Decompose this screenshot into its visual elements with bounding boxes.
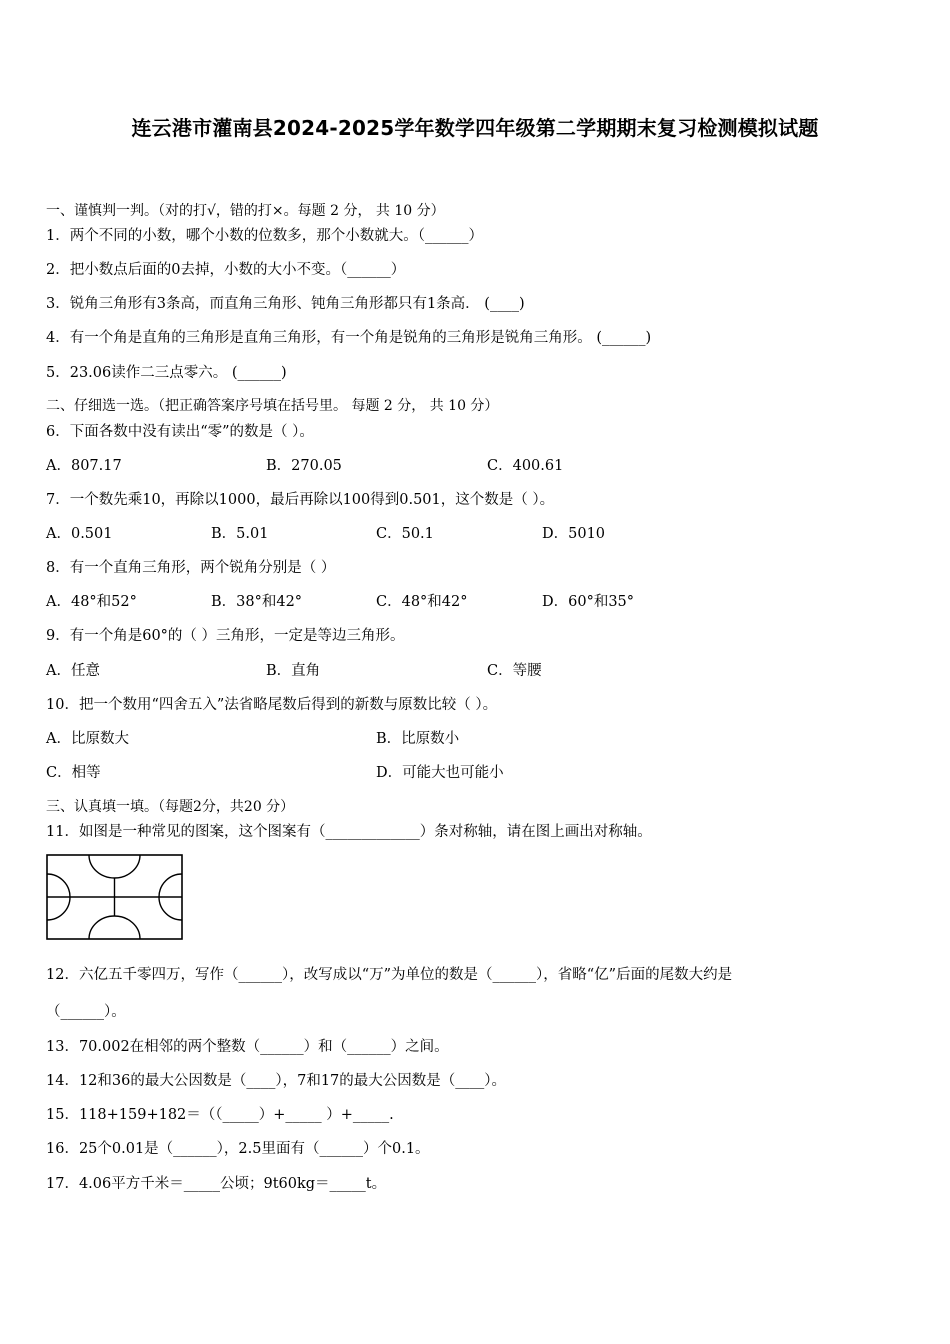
question-8: 8．有一个直角三角形，两个锐角分别是（ ） xyxy=(46,560,336,576)
q8-option-c: C．48°和42° xyxy=(376,594,468,610)
question-16: 16．25个0.01是（______），2.5里面有（______）个0.1。 xyxy=(46,1141,430,1157)
question-10: 10．把一个数用“四舍五入”法省略尾数后得到的新数与原数比较（ ）。 xyxy=(46,697,498,713)
section-3-heading: 三、认真填一填。（每题2分，共20 分） xyxy=(46,799,295,815)
q8-option-b: B．38°和42° xyxy=(211,594,303,610)
question-3: 3．锐角三角形有3条高，而直角三角形、钝角三角形都只有1条高． (____) xyxy=(46,296,525,312)
symmetry-pattern-figure xyxy=(45,853,185,943)
question-5: 5．23.06读作二三点零六。 (______) xyxy=(46,365,287,381)
q9-option-c: C．等腰 xyxy=(487,663,542,679)
q6-option-c: C．400.61 xyxy=(487,458,564,474)
question-4: 4．有一个角是直角的三角形是直角三角形，有一个角是锐角的三角形是锐角三角形。 (______) xyxy=(46,330,652,346)
question-1: 1．两个不同的小数，哪个小数的位数多，那个小数就大。（______） xyxy=(46,228,483,244)
q10-option-c: C．相等 xyxy=(46,765,101,781)
q6-option-a: A．807.17 xyxy=(46,458,122,474)
question-17: 17．4.06平方千米＝_____公顷；9t60kg＝_____t。 xyxy=(46,1176,387,1192)
q9-option-b: B．直角 xyxy=(266,663,321,679)
question-13: 13．70.002在相邻的两个整数（______）和（______）之间。 xyxy=(46,1039,449,1055)
q7-option-b: B．5.01 xyxy=(211,526,269,542)
pattern-top-arc xyxy=(89,855,140,878)
section-1-heading: 一、谨慎判一判。（对的打√，错的打×。每题 2 分， 共 10 分） xyxy=(46,203,445,219)
q7-option-c: C．50.1 xyxy=(376,526,434,542)
q7-option-d: D．5010 xyxy=(542,526,606,542)
section-2-heading: 二、仔细选一选。（把正确答案序号填在括号里。 每题 2 分， 共 10 分） xyxy=(46,398,499,414)
question-2: 2．把小数点后面的0去掉，小数的大小不变。（______） xyxy=(46,262,406,278)
q10-option-d: D．可能大也可能小 xyxy=(376,765,504,781)
pattern-bottom-arc xyxy=(89,916,140,939)
question-15: 15．118+159+182＝（（_____）+_____ ）+_____. xyxy=(46,1107,394,1123)
question-7: 7．一个数先乘10，再除以1000，最后再除以100得到0.501，这个数是（ ）。 xyxy=(46,492,555,508)
q10-option-b: B．比原数小 xyxy=(376,731,460,747)
question-12-continued: （______）。 xyxy=(46,1004,126,1020)
q8-option-d: D．60°和35° xyxy=(542,594,635,610)
q7-option-a: A．0.501 xyxy=(46,526,113,542)
question-6: 6．下面各数中没有读出“零”的数是（ ）。 xyxy=(46,424,314,440)
q8-option-a: A．48°和52° xyxy=(46,594,137,610)
question-9: 9．有一个角是60°的（ ）三角形，一定是等边三角形。 xyxy=(46,628,405,644)
q9-option-a: A．任意 xyxy=(46,663,100,679)
question-11: 11．如图是一种常见的图案，这个图案有（_____________）条对称轴，请在图上画出对称轴。 xyxy=(46,824,652,840)
q6-option-b: B．270.05 xyxy=(266,458,342,474)
question-14: 14．12和36的最大公因数是（____），7和17的最大公因数是（____）。 xyxy=(46,1073,507,1089)
question-12: 12．六亿五千零四万，写作（______），改写成以“万”为单位的数是（______），省略“亿”后面的尾数大约是 xyxy=(46,967,733,983)
q10-option-a: A．比原数大 xyxy=(46,731,129,747)
page-title: 连云港市灌南县2024-2025学年数学四年级第二学期期末复习检测模拟试题 xyxy=(131,116,819,140)
